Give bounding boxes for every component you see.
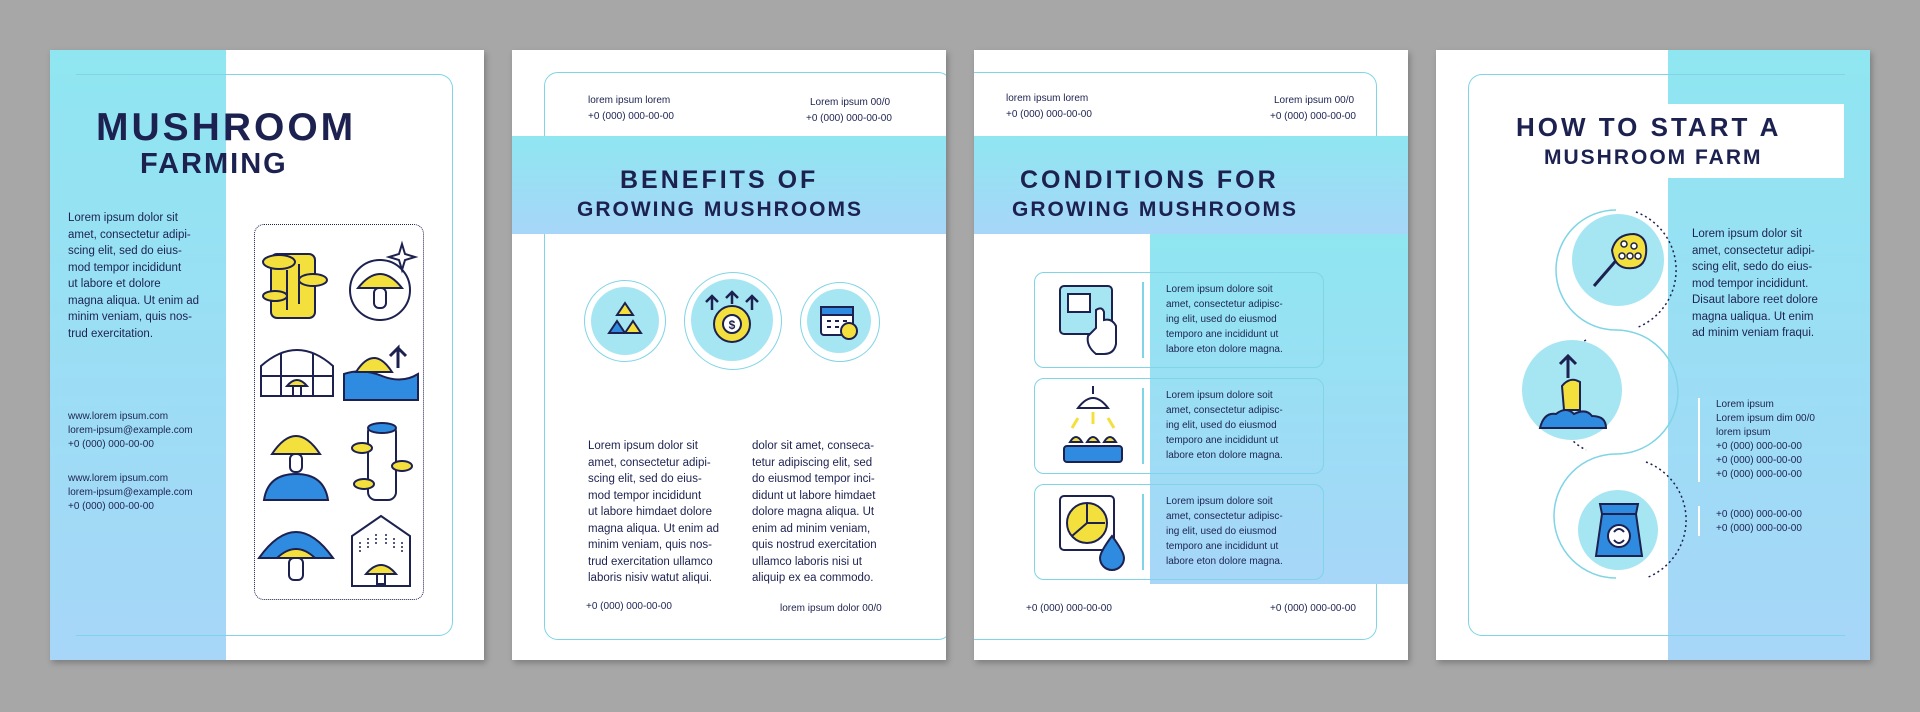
text-line: temporo ane incididunt ut — [1166, 541, 1279, 552]
text-line: mod tempor incididunt — [68, 261, 182, 274]
text-line: ing elit, used do eiusmod — [1166, 526, 1277, 537]
text-line: scing elit, sedo do eius- — [1692, 261, 1813, 273]
text-line: magna aliqua. Ut enim ad — [68, 294, 200, 307]
text-line: +0 (000) 000-00-00 — [1716, 441, 1802, 452]
growth-arrow-icon — [342, 338, 420, 402]
footer-phone-right: +0 (000) 000-00-00 — [1270, 603, 1356, 614]
text-line: temporo ane incididunt ut — [1166, 435, 1279, 446]
calendar-icon — [819, 301, 859, 341]
contact-block-2 — [68, 472, 193, 514]
text-line: do eiusmod tempor inci- — [752, 473, 875, 485]
info-block-2 — [1716, 508, 1802, 536]
website-text: www.lorem ipsum.com — [68, 411, 169, 422]
icon-divider — [1142, 494, 1144, 570]
grow-house-icon — [346, 512, 416, 590]
website-text: www.lorem ipsum.com — [68, 473, 169, 484]
greenhouse-icon — [257, 340, 337, 400]
text-line: amet, consectetur adipi- — [1692, 244, 1815, 257]
text-line: ut labore et dolore — [68, 278, 161, 290]
text-line: magna ualiqua. Ut enim — [1692, 310, 1814, 323]
info-bar-2 — [1698, 506, 1700, 536]
card-3-text — [1166, 494, 1283, 569]
mushroom-on-soil-icon — [255, 514, 337, 588]
header-left-line2: +0 (000) 000-00-00 — [1006, 109, 1092, 120]
card-1-text — [1166, 282, 1283, 357]
text-line: dolor sit amet, consecа- — [752, 440, 875, 452]
header-right-line1: Lorem ipsum 00/0 — [1274, 95, 1355, 106]
brochure-page-4 — [1436, 50, 1870, 660]
brochure-page-3 — [974, 50, 1408, 660]
intro-paragraph — [1692, 226, 1852, 342]
text-line: +0 (000) 000-00-00 — [1716, 523, 1802, 534]
info-bar-1 — [1698, 398, 1700, 482]
text-line: dolore magna aliqua. Ut — [752, 506, 875, 518]
page-title-line2: GROWING MUSHROOMS — [577, 198, 863, 221]
text-line: ut labore himdaet dolore — [588, 506, 713, 518]
fan-water-icon — [1058, 492, 1130, 572]
text-line: Lorem ipsum dolore soit — [1166, 390, 1273, 401]
text-line: +0 (000) 000-00-00 — [1716, 455, 1802, 466]
text-line: magna aliqua. Ut enim ad — [588, 522, 720, 535]
spore-print-icon — [1586, 226, 1652, 292]
text-line: labore eton dolore magna. — [1166, 450, 1283, 461]
text-line: +0 (000) 000-00-00 — [1716, 509, 1802, 520]
text-line: ing elit, used do eiusmod — [1166, 420, 1277, 431]
contact-block-1 — [68, 410, 193, 452]
text-line: Disaut labore reet dolore — [1692, 294, 1818, 306]
footer-right-text: lorem ipsum dolor 00/0 — [780, 603, 882, 614]
text-line: ullamco laboris nisi ut — [752, 555, 862, 568]
page-title-line1: BENEFITS OF — [620, 166, 819, 194]
text-line: Lorem ipsum dolor sit — [1692, 228, 1802, 240]
text-line: ad minim veniam fraqui. — [1692, 327, 1815, 339]
text-line: trud exercitation. — [68, 327, 154, 340]
header-right-line2: +0 (000) 000-00-00 — [806, 113, 892, 124]
text-line: Lorem ipsum dolore soit — [1166, 284, 1273, 295]
brochure-page-1 — [50, 50, 484, 660]
email-text: lorem-ipsum@example.com — [68, 425, 193, 436]
text-line: Lorem ipsum dolore soit — [1166, 496, 1273, 507]
phone-text: +0 (000) 000-00-00 — [68, 501, 154, 512]
text-line: minim veniam, quis nos- — [588, 539, 712, 551]
text-line: tetur adipiscing elit, sed — [752, 456, 873, 469]
intro-paragraph — [68, 210, 226, 342]
thermostat-touch-icon — [1056, 280, 1130, 358]
page-title-line1: MUSHROOM — [96, 106, 357, 149]
brochure-page-2 — [512, 50, 946, 660]
page-title-line2: GROWING MUSHROOMS — [1012, 198, 1298, 221]
text-line: quis nostrud exercitation — [752, 539, 877, 551]
text-line: scing elit, sed do eius- — [68, 245, 182, 257]
text-line: labore eton dolore magna. — [1166, 556, 1283, 567]
text-line: Lorem ipsum dim 00/0 — [1716, 413, 1815, 424]
bag-culture-icon — [350, 418, 414, 504]
header-left-line1: lorem ipsum lorem — [1006, 93, 1089, 104]
text-line: scing elit, sed do eius- — [588, 473, 702, 485]
grow-lamp-icon — [1058, 384, 1128, 466]
header-right-line2: +0 (000) 000-00-00 — [1270, 111, 1356, 122]
text-line: Lorem ipsum dolor sit — [588, 440, 698, 452]
info-block-1 — [1716, 398, 1815, 482]
page-title-line2: MUSHROOM FARM — [1544, 146, 1763, 169]
text-line: minim veniam, quis nos- — [68, 311, 192, 323]
text-line: enim ad minim veniam, — [752, 522, 871, 535]
header-left-line2: +0 (000) 000-00-00 — [588, 111, 674, 122]
email-text: lorem-ipsum@example.com — [68, 487, 193, 498]
icon-divider — [1142, 282, 1144, 358]
text-line: +0 (000) 000-00-00 — [1716, 469, 1802, 480]
text-line: lorem ipsum — [1716, 427, 1771, 438]
text-line: temporo ane incididunt ut — [1166, 329, 1279, 340]
sparkle-mushroom-icon — [344, 240, 420, 324]
log-mushroom-icon — [257, 240, 333, 324]
substrate-bag-icon — [1592, 500, 1646, 560]
header-right-line1: Lorem ipsum 00/0 — [810, 97, 891, 108]
page-title-line1: CONDITIONS FOR — [1020, 166, 1279, 194]
hand-growth-icon — [1536, 350, 1610, 432]
icon-divider — [1142, 388, 1144, 464]
body-column-1 — [588, 438, 728, 587]
card-2-text — [1166, 388, 1283, 463]
text-line: amet, consectetur adipi- — [68, 228, 191, 241]
text-line: didunt ut labore himdaet — [752, 489, 876, 502]
svg-text:$: $ — [728, 318, 736, 332]
text-line: amet, consectetur adipi- — [588, 456, 711, 469]
footer-phone: +0 (000) 000-00-00 — [586, 601, 672, 612]
text-line: laboris nisiv watut aliqui. — [588, 572, 713, 584]
text-line: ing elit, used do eiusmod — [1166, 314, 1277, 325]
text-line: Lorem ipsum — [1716, 399, 1774, 410]
text-line: mod tempor incididunt. — [1692, 277, 1809, 290]
text-line: Lorem ipsum dolor sit — [68, 212, 178, 224]
money-gear-icon — [702, 290, 762, 350]
header-left-line1: lorem ipsum lorem — [588, 95, 671, 106]
text-line: trud exercitation ullamco — [588, 555, 713, 568]
page-title-line1: HOW TO START A — [1516, 112, 1782, 142]
text-line: amet, consectetur adipisc- — [1166, 405, 1283, 416]
phone-text: +0 (000) 000-00-00 — [68, 439, 154, 450]
body-column-2 — [752, 438, 902, 587]
recycle-icon — [603, 299, 647, 343]
text-line: aliquip ex ea commodo. — [752, 572, 874, 584]
content-panel-top — [974, 234, 1150, 254]
footer-phone-left: +0 (000) 000-00-00 — [1026, 603, 1112, 614]
text-line: amet, consectetur adipisc- — [1166, 511, 1283, 522]
page-title-line2: FARMING — [140, 148, 288, 180]
text-line: amet, consectetur adipisc- — [1166, 299, 1283, 310]
text-line: labore eton dolore magna. — [1166, 344, 1283, 355]
hanging-mushroom-icon — [260, 418, 334, 502]
text-line: mod tempor incididunt — [588, 489, 702, 502]
